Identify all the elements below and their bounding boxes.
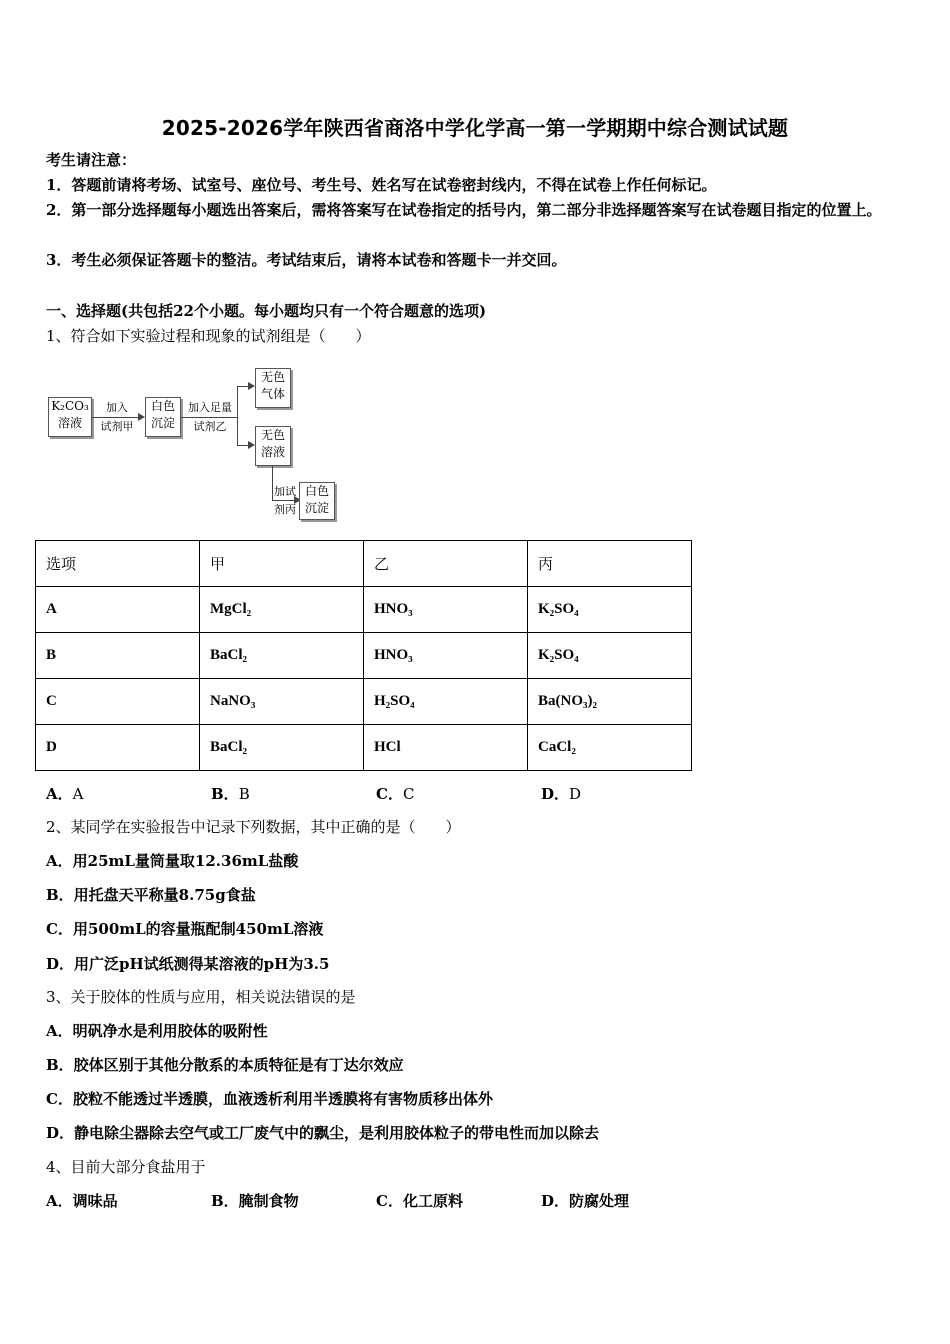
flow-box-text: 溶液 xyxy=(260,445,285,459)
table-cell: HNO₃ xyxy=(364,633,528,679)
question-3-stem: 3、关于胶体的性质与应用，相关说法错误的是 xyxy=(46,988,356,1006)
choice-text: C xyxy=(402,785,415,803)
choice-letter: A． xyxy=(46,785,73,803)
notice-heading: 考生请注意： xyxy=(46,151,137,169)
flow-arrowhead xyxy=(248,382,255,390)
q1-choice-b[interactable] xyxy=(211,783,250,804)
table-cell: BaCl₂ xyxy=(200,725,364,771)
notice-item: 1．答题前请将考场、试室号、座位号、考生号、姓名写在试卷密封线内，不得在试卷上作任何标记。 xyxy=(46,176,717,194)
table-cell: K₂SO₄ xyxy=(528,633,692,679)
table-cell: BaCl₂ xyxy=(200,633,364,679)
question-4-stem: 4、目前大部分食盐用于 xyxy=(46,1158,206,1176)
flow-box-text: 沉淀 xyxy=(150,416,175,430)
table-header-row xyxy=(36,541,692,587)
q1-choice-c[interactable] xyxy=(376,783,414,804)
flow-box-text: K₂CO₃ xyxy=(51,399,89,413)
q4-choice-a[interactable]: A．调味品 xyxy=(46,1192,118,1210)
flow-box-white-precipitate xyxy=(145,397,181,437)
flow-arrowhead xyxy=(248,441,255,449)
q2-option-d[interactable]: D．用广泛pH试纸测得某溶液的pH为3.5 xyxy=(46,955,330,973)
flow-label: 试剂乙 xyxy=(193,420,227,433)
table-row xyxy=(36,725,692,771)
q3-option-b[interactable]: B．胶体区别于其他分散系的本质特征是有丁达尔效应 xyxy=(46,1056,404,1074)
table-cell: B xyxy=(36,633,200,679)
table-header-cell: 丙 xyxy=(528,541,692,587)
q1-choice-a[interactable] xyxy=(46,783,83,804)
reagent-table xyxy=(35,540,692,771)
q3-option-d[interactable]: D．静电除尘器除去空气或工厂废气中的飘尘，是利用胶体粒子的带电性而加以除去 xyxy=(46,1124,600,1142)
choice-text: D xyxy=(569,785,582,803)
flow-box-text: 无色 xyxy=(260,370,285,384)
flow-box-text: 白色 xyxy=(150,399,175,413)
table-cell: NaNO₃ xyxy=(200,679,364,725)
flow-arrow-line xyxy=(181,417,237,418)
flow-label: 剂丙 xyxy=(274,503,296,516)
q4-choice-c[interactable]: C．化工原料 xyxy=(376,1192,463,1210)
question-2-stem: 2、某同学在实验报告中记录下列数据，其中正确的是（ ） xyxy=(46,818,461,836)
flow-label: 加试 xyxy=(274,485,296,498)
q2-option-a[interactable]: A．用25mL量筒量取12.36mL盐酸 xyxy=(46,852,299,870)
flow-branch-line xyxy=(237,386,238,445)
table-row xyxy=(36,587,692,633)
table-cell: HCl xyxy=(364,725,528,771)
table-cell: CaCl₂ xyxy=(528,725,692,771)
table-cell: H₂SO₄ xyxy=(364,679,528,725)
choice-letter: D． xyxy=(541,785,570,803)
choice-letter: C． xyxy=(376,785,403,803)
q4-choice-d[interactable]: D．防腐处理 xyxy=(541,1192,630,1210)
table-header-cell: 选项 xyxy=(36,541,200,587)
section-heading: 一、选择题(共包括22个小题。每小题均只有一个符合题意的选项) xyxy=(46,302,487,320)
flow-box-k2co3 xyxy=(48,397,92,437)
flow-box-colorless-gas xyxy=(255,368,291,408)
flow-box-text: 无色 xyxy=(260,428,285,442)
flow-box-text: 白色 xyxy=(304,484,329,498)
flow-label: 试剂甲 xyxy=(100,420,134,433)
q4-choice-b[interactable]: B．腌制食物 xyxy=(211,1192,299,1210)
table-row xyxy=(36,679,692,725)
flow-box-text: 溶液 xyxy=(57,416,82,430)
flow-box-final-precipitate xyxy=(299,482,335,520)
flow-label: 加入 xyxy=(106,401,128,414)
table-row xyxy=(36,633,692,679)
q3-option-c[interactable]: C．胶粒不能透过半透膜，血液透析利用半透膜将有害物质移出体外 xyxy=(46,1090,493,1108)
table-header-cell: 乙 xyxy=(364,541,528,587)
flow-box-colorless-solution xyxy=(255,426,291,466)
flow-box-text: 气体 xyxy=(260,387,285,401)
q3-option-a[interactable]: A．明矾净水是利用胶体的吸附性 xyxy=(46,1022,268,1040)
flow-arrow-line xyxy=(272,500,296,501)
q2-option-b[interactable]: B．用托盘天平称量8.75g食盐 xyxy=(46,886,256,904)
q2-option-c[interactable]: C．用500mL的容量瓶配制450mL溶液 xyxy=(46,920,324,938)
table-cell: MgCl₂ xyxy=(200,587,364,633)
table-cell: HNO₃ xyxy=(364,587,528,633)
flow-arrow-line xyxy=(92,417,140,418)
notice-item: 2．第一部分选择题每小题选出答案后，需将答案写在试卷指定的括号内，第二部分非选择题答案写在试卷题目指定的位置上。 xyxy=(46,201,882,219)
table-cell: A xyxy=(36,587,200,633)
table-header-cell: 甲 xyxy=(200,541,364,587)
table-cell: K₂SO₄ xyxy=(528,587,692,633)
choice-text: B xyxy=(238,785,250,803)
choice-letter: B． xyxy=(211,785,239,803)
table-cell: Ba(NO₃)₂ xyxy=(528,679,692,725)
question-1-stem: 1、符合如下实验过程和现象的试剂组是（ ） xyxy=(46,327,371,345)
notice-item: 3．考生必须保证答题卡的整洁。考试结束后，请将本试卷和答题卡一并交回。 xyxy=(46,251,567,269)
choice-text: A xyxy=(72,785,84,803)
page-title: 2025-2026学年陕西省商洛中学化学高一第一学期期中综合测试试题 xyxy=(161,116,789,140)
table-cell: D xyxy=(36,725,200,771)
table-cell: C xyxy=(36,679,200,725)
flow-label: 加入足量 xyxy=(188,401,232,414)
q1-choice-d[interactable] xyxy=(541,783,581,804)
flow-box-text: 沉淀 xyxy=(304,501,329,515)
